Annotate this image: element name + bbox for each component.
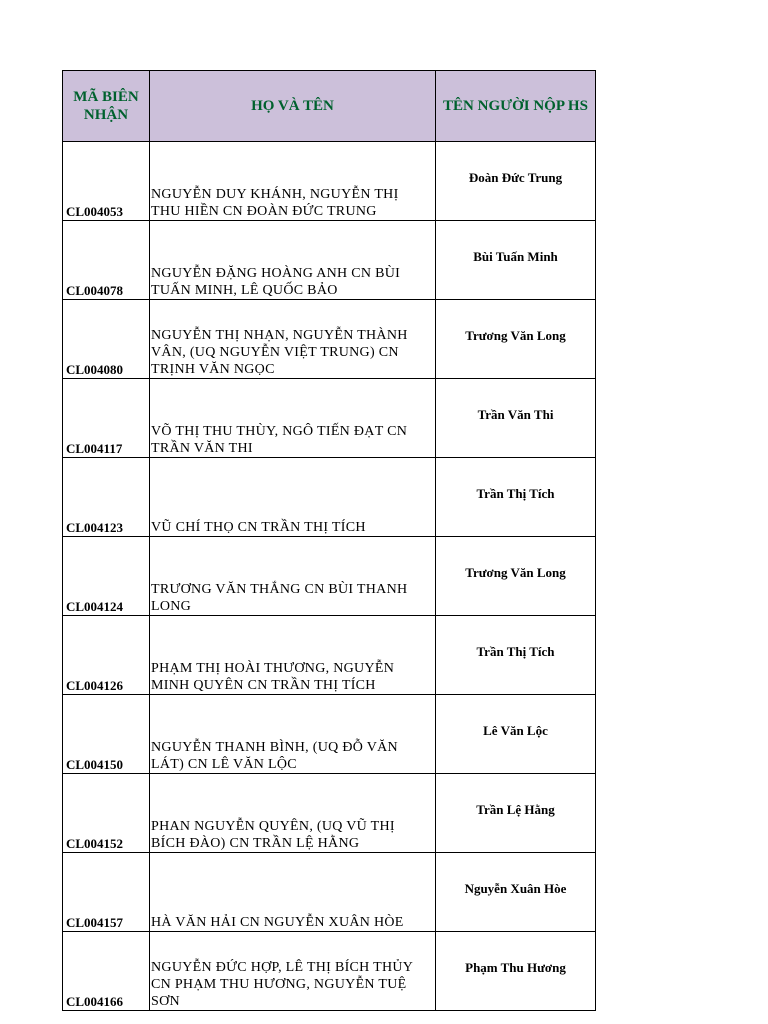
table-row [63,932,596,1011]
header-submitter: TÊN NGƯỜI NỘP HS [436,71,596,142]
table-row [63,300,596,379]
full-name: NGUYỄN ĐẶNG HOÀNG ANH CN BÙI TUẤN MINH, LÊ QUỐC BẢO [150,221,436,300]
submitter-name: Phạm Thu Hương [436,932,596,1011]
receipt-code: CL004152 [63,774,150,853]
submitter-name: Trần Thị Tích [436,458,596,537]
receipt-code: CL004053 [63,142,150,221]
full-name: NGUYỄN THỊ NHẠN, NGUYỄN THÀNH VÂN, (UQ NGUYỄN VIỆT TRUNG) CN TRỊNH VĂN NGỌC [150,300,436,379]
receipt-code: CL004078 [63,221,150,300]
table-row [63,695,596,774]
header-row [63,71,596,142]
header-code: MÃ BIÊN NHẬN [63,71,150,142]
submitter-name: Bùi Tuấn Minh [436,221,596,300]
receipt-code: CL004157 [63,853,150,932]
submitter-name: Lê Văn Lộc [436,695,596,774]
receipt-code: CL004150 [63,695,150,774]
submitter-name: Đoàn Đức Trung [436,142,596,221]
full-name: HÀ VĂN HẢI CN NGUYỄN XUÂN HÒE [150,853,436,932]
full-name: TRƯƠNG VĂN THẮNG CN BÙI THANH LONG [150,537,436,616]
receipt-code: CL004126 [63,616,150,695]
full-name: NGUYỄN ĐỨC HỢP, LÊ THỊ BÍCH THỦY CN PHẠM THU HƯƠNG, NGUYỄN TUỆ SƠN [150,932,436,1011]
table-row [63,142,596,221]
table-row [63,537,596,616]
table-row [63,774,596,853]
full-name: PHAN NGUYỄN QUYÊN, (UQ VŨ THỊ BÍCH ĐÀO) CN TRẦN LỆ HẰNG [150,774,436,853]
full-name: NGUYỄN THANH BÌNH, (UQ ĐỖ VĂN LÁT) CN LÊ VĂN LỘC [150,695,436,774]
submitter-name: Trần Lệ Hằng [436,774,596,853]
full-name: VŨ CHÍ THỌ CN TRẦN THỊ TÍCH [150,458,436,537]
receipt-code: CL004080 [63,300,150,379]
submitter-name: Nguyễn Xuân Hòe [436,853,596,932]
full-name: PHẠM THỊ HOÀI THƯƠNG, NGUYỄN MINH QUYÊN CN TRẦN THỊ TÍCH [150,616,436,695]
table-row [63,616,596,695]
submitter-name: Trần Thị Tích [436,616,596,695]
receipt-code: CL004123 [63,458,150,537]
submitter-name: Trương Văn Long [436,300,596,379]
receipt-code: CL004117 [63,379,150,458]
receipt-code: CL004124 [63,537,150,616]
records-table [62,70,596,1011]
header-name: HỌ VÀ TÊN [150,71,436,142]
full-name: VÕ THỊ THU THÙY, NGÔ TIẾN ĐẠT CN TRẦN VĂN THI [150,379,436,458]
submitter-name: Trương Văn Long [436,537,596,616]
full-name: NGUYỄN DUY KHÁNH, NGUYỄN THỊ THU HIỀN CN ĐOÀN ĐỨC TRUNG [150,142,436,221]
receipt-code: CL004166 [63,932,150,1011]
table-row [63,221,596,300]
table-row [63,379,596,458]
table-row [63,458,596,537]
table-row [63,853,596,932]
submitter-name: Trần Văn Thi [436,379,596,458]
